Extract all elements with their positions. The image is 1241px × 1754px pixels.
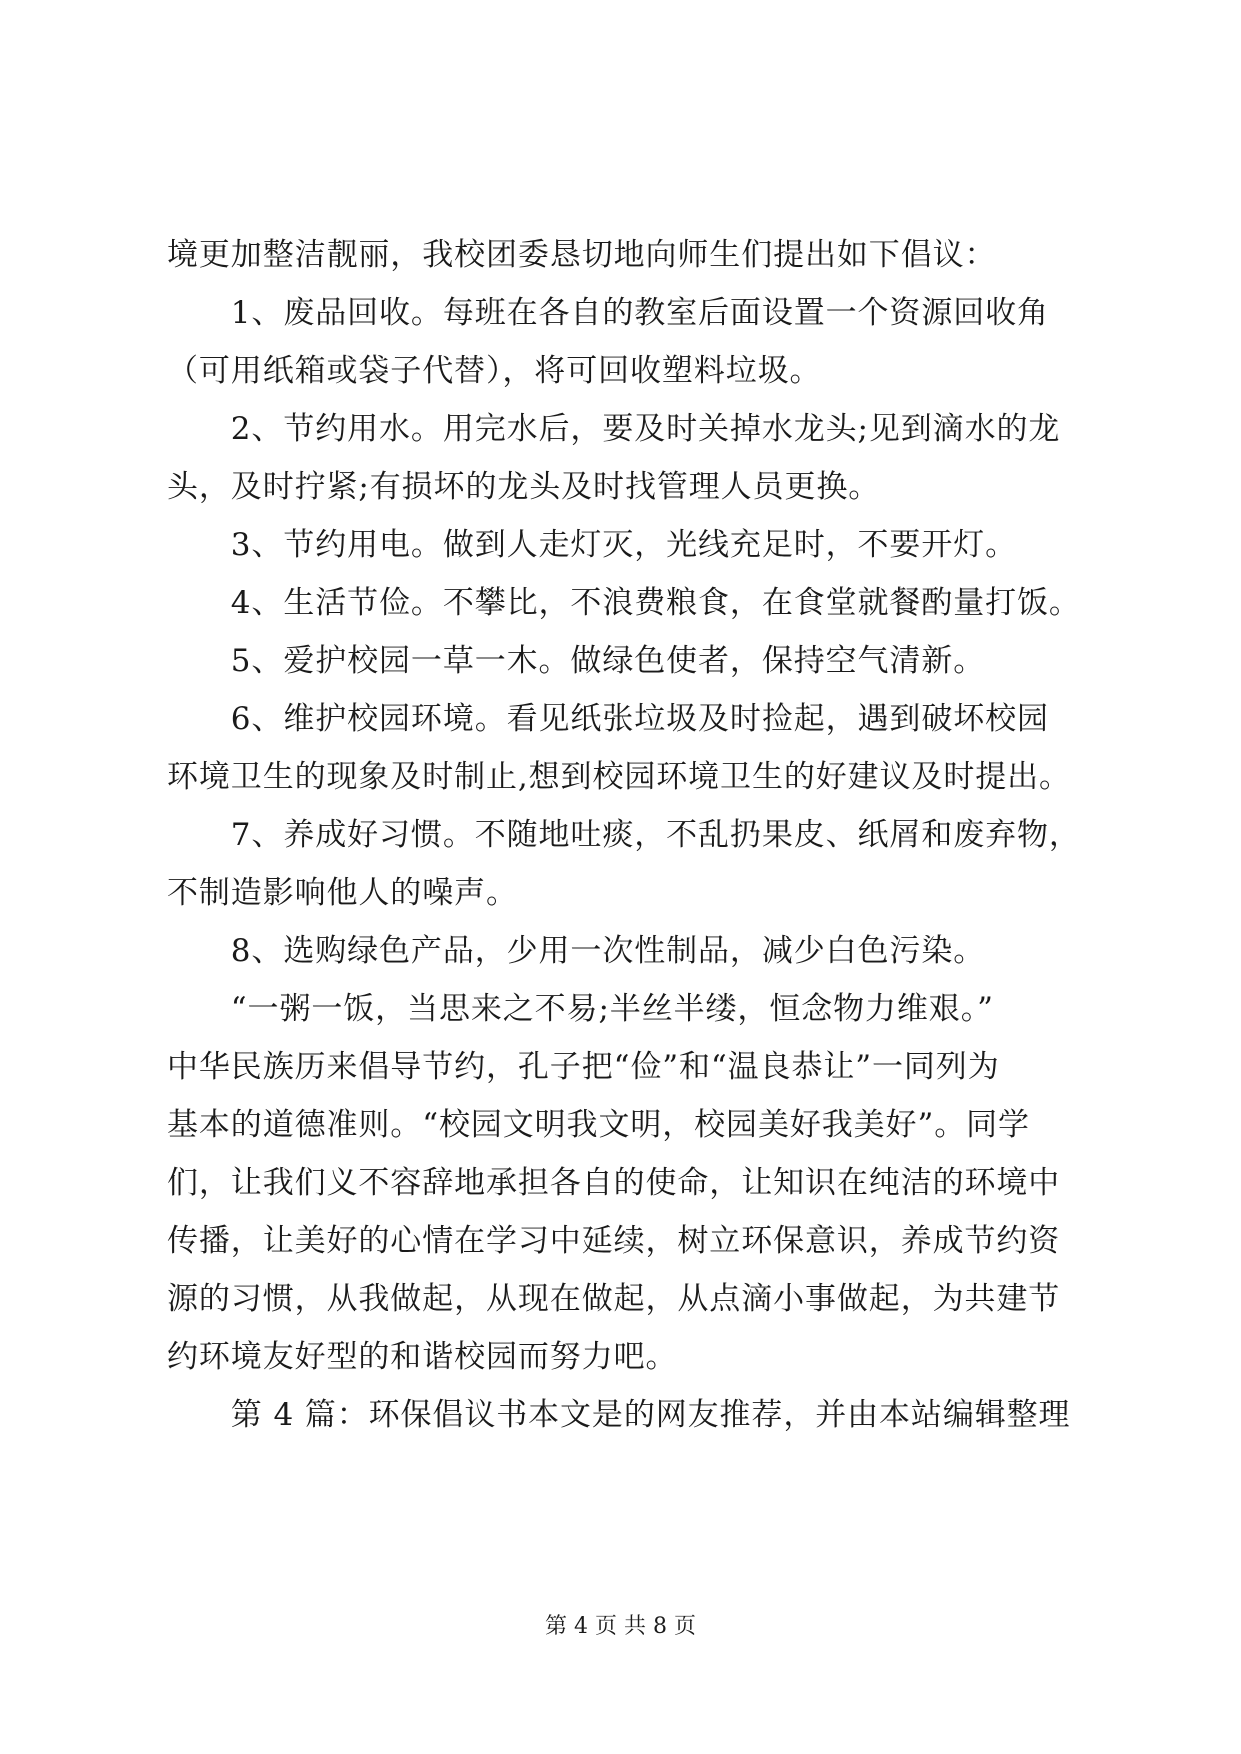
text-line: 6、维护校园环境。看见纸张垃圾及时捡起，遇到破坏校园 bbox=[167, 701, 1049, 737]
text-line: 们，让我们义不容辞地承担各自的使命，让知识在纯洁的环境中 bbox=[167, 1165, 1061, 1201]
text-line: 3、节约用电。做到人走灯灭，光线充足时，不要开灯。 bbox=[167, 527, 1018, 563]
text-line: 5、爱护校园一草一木。做绿色使者，保持空气清新。 bbox=[167, 643, 986, 679]
text-line: 约环境友好型的和谐校园而努力吧。 bbox=[167, 1339, 678, 1375]
text-line: “一粥一饭，当思来之不易;半丝半缕，恒念物力维艰。” bbox=[167, 991, 994, 1027]
text-line: 1、废品回收。每班在各自的教室后面设置一个资源回收角 bbox=[167, 295, 1049, 331]
text-line: 中华民族历来倡导节约，孔子把“俭”和“温良恭让”一同列为 bbox=[167, 1049, 1000, 1085]
text-line: 境更加整洁靓丽，我校团委恳切地向师生们提出如下倡议： bbox=[167, 237, 997, 273]
text-line: 基本的道德准则。“校园文明我文明，校园美好我美好”。同学 bbox=[167, 1107, 1030, 1143]
text-line: 头，及时拧紧;有损坏的龙头及时找管理人员更换。 bbox=[167, 469, 881, 505]
text-line: 7、养成好习惯。不随地吐痰，不乱扔果皮、纸屑和废弃物， bbox=[167, 817, 1081, 853]
document-body bbox=[167, 226, 1081, 1444]
text-line: （可用纸箱或袋子代替），将可回收塑料垃圾。 bbox=[167, 353, 822, 389]
text-line: 源的习惯，从我做起，从现在做起，从点滴小事做起，为共建节 bbox=[167, 1281, 1061, 1317]
text-line: 第 4 篇：环保倡议书本文是的网友推荐，并由本站编辑整理 bbox=[167, 1397, 1071, 1433]
text-line: 2、节约用水。用完水后，要及时关掉水龙头;见到滴水的龙 bbox=[167, 411, 1061, 447]
page-number-label: 第 4 页 共 8 页 bbox=[545, 1614, 696, 1639]
text-line: 不制造影响他人的噪声。 bbox=[167, 875, 518, 911]
text-line: 环境卫生的现象及时制止,想到校园环境卫生的好建议及时提出。 bbox=[167, 759, 1071, 795]
text-line: 8、选购绿色产品，少用一次性制品，减少白色污染。 bbox=[167, 933, 986, 969]
text-line: 4、生活节俭。不攀比，不浪费粮食，在食堂就餐酌量打饭。 bbox=[167, 585, 1081, 621]
text-line: 传播，让美好的心情在学习中延续，树立环保意识，养成节约资 bbox=[167, 1223, 1061, 1259]
page-footer bbox=[0, 1612, 1241, 1642]
